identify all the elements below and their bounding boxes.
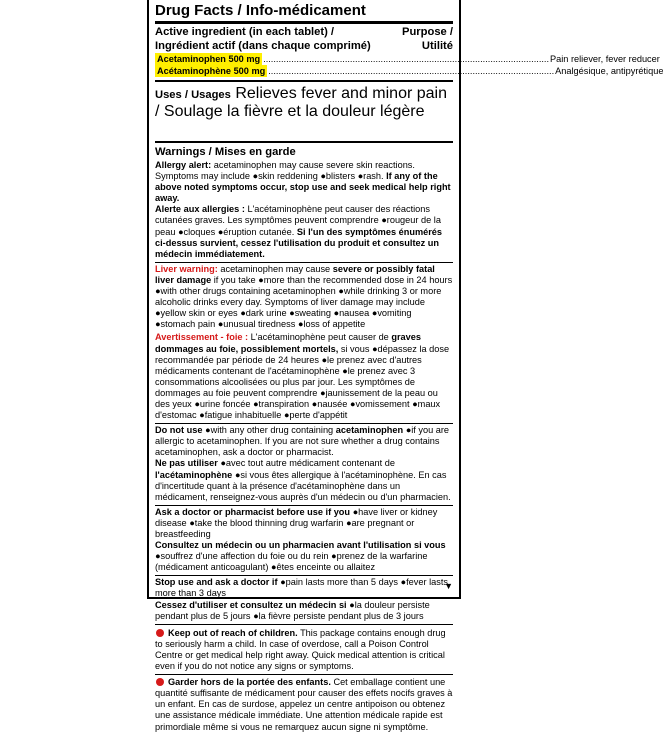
askdoc-en-label: Ask a doctor or pharmacist before use if you [155, 506, 351, 517]
uses-text: Relieves fever and minor pain / Soulage la fièvre et la douleur légère [155, 85, 447, 120]
warnings-section [155, 143, 453, 733]
liver-en-label: Liver warning: [155, 263, 218, 274]
keep-en-text: This package contains enough drug to seriously harm a child. In case of overdose, call a Poison Control Centre or get medical help right away. Quick medical attention is critical even if you do not notice any signs or symptoms. [155, 627, 446, 672]
active-ingredient-section [155, 24, 663, 82]
purpose-heading-fr: Utilité [421, 39, 453, 52]
keep-fr-text: Cet emballage contient une quantité suffisante de médicament pour causer des effets nocifs graves à un enfant. En cas de surdose, appelez un centre antipoison ou obtenez une assistance médicale immédiate. Une attention médicale rapide est primordiale même si vous ne remarquez aucun signe ni symptôme. [155, 677, 453, 732]
leader-dots [268, 65, 554, 77]
allergy-en-label: Allergy alert: [155, 160, 212, 170]
ingredient-purpose: Pain reliever, fever reducer [550, 54, 660, 64]
liver-en-bold: severe or possibly fatal liver damage [155, 263, 435, 285]
allergy-en-text: acetaminophen may cause severe skin reactions. Symptoms may include ●skin reddening ●blisters ●rash. [155, 160, 415, 182]
stop-use [155, 576, 453, 624]
allergy-en-bold: If any of the above noted symptoms occur, stop use and seek medical help right away. [155, 171, 451, 204]
red-bullet-icon [156, 678, 164, 686]
ingredient-name: Acetaminophen 500 mg [157, 54, 261, 64]
ingredient-row-en [155, 53, 660, 65]
keep-out-of-reach [155, 625, 453, 675]
red-bullet-icon [156, 629, 164, 637]
askdoc-fr-text: ●souffrez d'une affection du foie ou du rein ●prenez de la warfarine (médicament anticoagulant) ●êtes enceinte ou allaitez [155, 551, 428, 573]
ingredient-name: Acétaminophène 500 mg [157, 66, 266, 76]
keep-out-of-reach-fr [155, 675, 453, 732]
askdoc-en-text: ●have liver or kidney disease ●take the blood thinning drug warfarin ●are pregnant or breastfeeding [155, 506, 438, 539]
stop-en-label: Stop use and ask a doctor if [155, 577, 278, 588]
allergy-fr-text: L'acétaminophène peut causer des réactions cutanées graves. Les symptômes peuvent comprendre ●rougeur de la peau ●cloques ●éruption cutanée. [155, 204, 441, 237]
liver-fr-text-2: si vous ●dépassez la dose recommandée par période de 24 heures ●le prenez avec d'autres médicaments contenant de l'acétaminophène ●le prenez avec 3 consommations alcoolisées ou plus par jour. Les symptômes de dommages au foie peuvent comprendre ●jaunissement de la peau ou des yeux ●urine foncée ●transpiration ●nausée ●vomissement ●maux d'estomac ●fatigue inhabituelle ●perte d'appétit [155, 343, 450, 421]
uses-heading: Uses / Usages [155, 89, 231, 101]
active-heading-en: Active ingredient (in each tablet) / [155, 26, 335, 38]
donotuse-en-text-2: ●if you are allergic to acetaminophen. If you are not sure whether a drug contains acetaminophen, ask a doctor or pharmacist. [155, 425, 450, 458]
liver-fr-label: Avertissement - foie : [155, 332, 249, 343]
liver-en-text: acetaminophen may cause [220, 263, 331, 274]
liver-fr-text: L'acétaminophène peut causer de [250, 332, 389, 343]
donotuse-fr-text: ●avec tout autre médicament contenant de [220, 458, 395, 469]
ask-doctor [155, 506, 453, 577]
donotuse-en-text: ●with any other drug containing [205, 425, 334, 436]
allergy-fr-bold: Si l'un des symptômes énumérés ci-dessus survient, cessez l'utilisation du produit et consultez un médecin immédiatement. [155, 226, 443, 259]
active-ingredient-heading [155, 24, 453, 53]
do-not-use [155, 424, 453, 506]
purpose-heading-en: Purpose / [402, 26, 453, 38]
warnings-heading: Warnings / Mises en garde [155, 146, 296, 158]
donotuse-fr-bold: l'acétaminophène [155, 469, 233, 480]
uses-section [155, 82, 453, 143]
donotuse-fr-label: Ne pas utiliser [155, 458, 218, 469]
stop-fr-text: ●la douleur persiste pendant plus de 5 jours ●la fièvre persiste pendant plus de 3 jours [155, 599, 430, 621]
askdoc-fr-label: Consultez un médecin ou un pharmacien avant l'utilisation si vous [155, 540, 446, 551]
ingredient-row-fr [155, 65, 663, 77]
ingredient-purpose: Analgésique, antipyrétique [555, 66, 663, 76]
keep-en-label: Keep out of reach of children. [168, 627, 298, 638]
stop-en-text: ●pain lasts more than 5 days ●fever lasts more than 3 days [155, 577, 448, 599]
panel-title: Drug Facts / Info-médicament [155, 0, 453, 24]
continued-arrow-icon: ▼ [444, 581, 453, 591]
stop-fr-label: Cessez d'utiliser et consultez un médecin si [155, 599, 347, 610]
leader-dots [263, 53, 549, 65]
allergy-fr-label: Alerte aux allergies : [155, 204, 245, 215]
keep-fr-label: Garder hors de la portée des enfants. [168, 677, 331, 688]
drug-facts-panel [147, 0, 663, 732]
liver-fr-bold: graves dommages au foie, possiblement mortels, [155, 332, 421, 354]
allergy-alert [155, 159, 453, 263]
liver-warning [155, 263, 453, 424]
donotuse-fr-text-2: ●si vous êtes allergique à l'acétaminophène. En cas d'incertitude quant à la présence d'acétaminophène dans un médicament, renseignez-vous auprès d'un médecin ou d'un pharmacien. [155, 469, 451, 502]
donotuse-en-label: Do not use [155, 425, 203, 436]
active-heading-fr: Ingrédient actif (dans chaque comprimé) [155, 39, 371, 52]
liver-en-text-2: if you take ●more than the recommended dose in 24 hours ●with other drugs containing acetaminophen ●while drinking 3 or more alcoholic drinks every day. Symptoms of liver damage may include ●yellow skin or eyes ●dark urine ●sweating ●nausea ●vomiting ●stomach pain ●unusual tiredness ●loss of appetite [155, 274, 453, 330]
donotuse-en-bold: acetaminophen [335, 425, 404, 436]
